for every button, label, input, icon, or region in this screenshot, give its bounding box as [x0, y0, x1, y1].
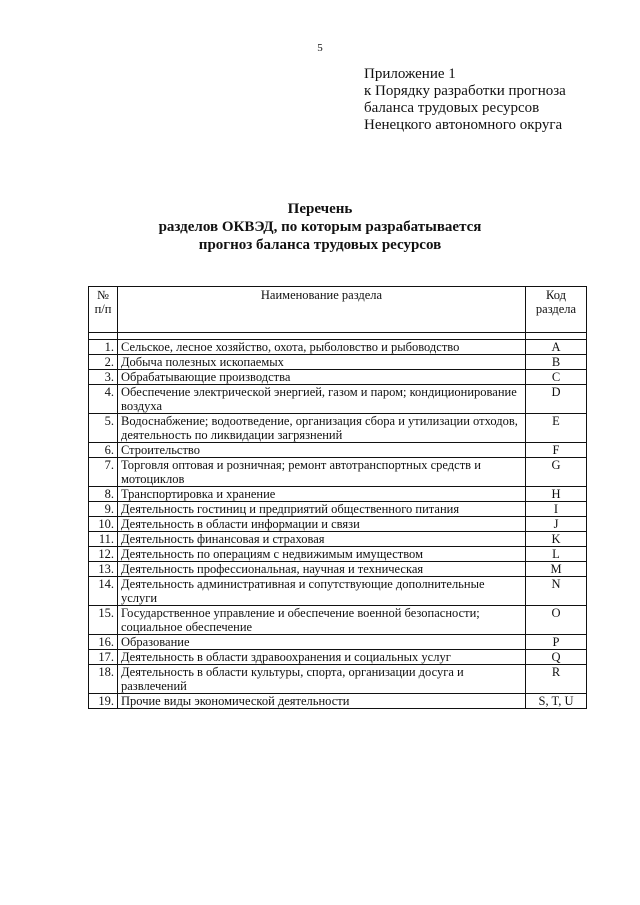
- row-number: 11.: [89, 532, 118, 547]
- table-row: [89, 665, 587, 694]
- heading-title: Перечень: [287, 201, 353, 217]
- section-name: Деятельность административная и сопутствующие дополнительные услуги: [118, 577, 526, 606]
- section-code: B: [526, 355, 587, 370]
- table-row: [89, 340, 587, 355]
- header-spacer-row: [89, 333, 587, 340]
- spacer-cell: [118, 333, 526, 340]
- table-row: [89, 547, 587, 562]
- table-row: [89, 355, 587, 370]
- header-code: [526, 287, 587, 333]
- section-code: R: [526, 665, 587, 694]
- row-number: 16.: [89, 635, 118, 650]
- section-code: D: [526, 385, 587, 414]
- section-code: K: [526, 532, 587, 547]
- table-row: [89, 370, 587, 385]
- section-code: I: [526, 502, 587, 517]
- row-number: 9.: [89, 502, 118, 517]
- section-name: Деятельность в области информации и связи: [118, 517, 526, 532]
- section-name: Государственное управление и обеспечение военной безопасности; социальное обеспечение: [118, 606, 526, 635]
- section-code: E: [526, 414, 587, 443]
- row-number: 6.: [89, 443, 118, 458]
- table-row: [89, 562, 587, 577]
- row-number: 13.: [89, 562, 118, 577]
- section-name: Обеспечение электрической энергией, газом и паром; кондиционирование воздуха: [118, 385, 526, 414]
- section-code: J: [526, 517, 587, 532]
- table-row: [89, 443, 587, 458]
- row-number: 3.: [89, 370, 118, 385]
- section-name: Строительство: [118, 443, 526, 458]
- row-number: 4.: [89, 385, 118, 414]
- section-code: A: [526, 340, 587, 355]
- row-number: 7.: [89, 458, 118, 487]
- page-number: 5: [317, 42, 323, 54]
- heading-subtitle-line: прогноз баланса трудовых ресурсов: [198, 237, 442, 253]
- table-row: [89, 532, 587, 547]
- table-row: [89, 577, 587, 606]
- section-code: P: [526, 635, 587, 650]
- okved-sections-table: [88, 286, 587, 709]
- header-num-line1: №: [97, 288, 109, 302]
- table-row: [89, 635, 587, 650]
- row-number: 1.: [89, 340, 118, 355]
- section-name: Деятельность в области культуры, спорта, организации досуга и развлечений: [118, 665, 526, 694]
- table-row: [89, 487, 587, 502]
- section-code: L: [526, 547, 587, 562]
- section-name: Деятельность по операциям с недвижимым имуществом: [118, 547, 526, 562]
- row-number: 19.: [89, 694, 118, 709]
- row-number: 14.: [89, 577, 118, 606]
- table-body: [89, 340, 587, 709]
- header-num-line2: п/п: [94, 302, 112, 316]
- table-row: [89, 385, 587, 414]
- section-code: O: [526, 606, 587, 635]
- header-code-line2: раздела: [535, 302, 577, 316]
- section-code: S, T, U: [526, 694, 587, 709]
- table-header-row: [89, 287, 587, 333]
- table-row: [89, 694, 587, 709]
- section-name: Прочие виды экономической деятельности: [118, 694, 526, 709]
- section-name: Деятельность гостиниц и предприятий общественного питания: [118, 502, 526, 517]
- row-number: 17.: [89, 650, 118, 665]
- table-row: [89, 414, 587, 443]
- section-code: M: [526, 562, 587, 577]
- table-row: [89, 502, 587, 517]
- header-num: [89, 287, 118, 333]
- row-number: 8.: [89, 487, 118, 502]
- row-number: 5.: [89, 414, 118, 443]
- row-number: 2.: [89, 355, 118, 370]
- appendix-note: [364, 66, 566, 134]
- section-name: Деятельность финансовая и страховая: [118, 532, 526, 547]
- section-code: H: [526, 487, 587, 502]
- spacer-cell: [89, 333, 118, 340]
- section-name: Торговля оптовая и розничная; ремонт автотранспортных средств и мотоциклов: [118, 458, 526, 487]
- table-row: [89, 458, 587, 487]
- header-code-line1: Код: [546, 288, 566, 302]
- row-number: 18.: [89, 665, 118, 694]
- spacer-cell: [526, 333, 587, 340]
- section-code: F: [526, 443, 587, 458]
- section-name: Деятельность профессиональная, научная и техническая: [118, 562, 526, 577]
- row-number: 15.: [89, 606, 118, 635]
- section-name: Сельское, лесное хозяйство, охота, рыболовство и рыбоводство: [118, 340, 526, 355]
- appendix-line: к Порядку разработки прогноза: [364, 83, 566, 99]
- appendix-line: баланса трудовых ресурсов: [364, 100, 540, 116]
- document-heading: [0, 200, 640, 254]
- row-number: 12.: [89, 547, 118, 562]
- section-name: Деятельность в области здравоохранения и социальных услуг: [118, 650, 526, 665]
- header-name: Наименование раздела: [118, 287, 526, 333]
- appendix-line: Приложение 1: [364, 66, 456, 82]
- section-code: N: [526, 577, 587, 606]
- table-row: [89, 517, 587, 532]
- section-code: G: [526, 458, 587, 487]
- table-row: [89, 606, 587, 635]
- section-code: Q: [526, 650, 587, 665]
- row-number: 10.: [89, 517, 118, 532]
- section-name: Водоснабжение; водоотведение, организация сбора и утилизации отходов, деятельность по ликвидации загрязнений: [118, 414, 526, 443]
- section-name: Обрабатывающие производства: [118, 370, 526, 385]
- appendix-line: Ненецкого автономного округа: [364, 117, 563, 133]
- heading-subtitle-line: разделов ОКВЭД, по которым разрабатывается: [158, 219, 482, 235]
- section-code: C: [526, 370, 587, 385]
- table-row: [89, 650, 587, 665]
- section-name: Добыча полезных ископаемых: [118, 355, 526, 370]
- section-name: Транспортировка и хранение: [118, 487, 526, 502]
- section-name: Образование: [118, 635, 526, 650]
